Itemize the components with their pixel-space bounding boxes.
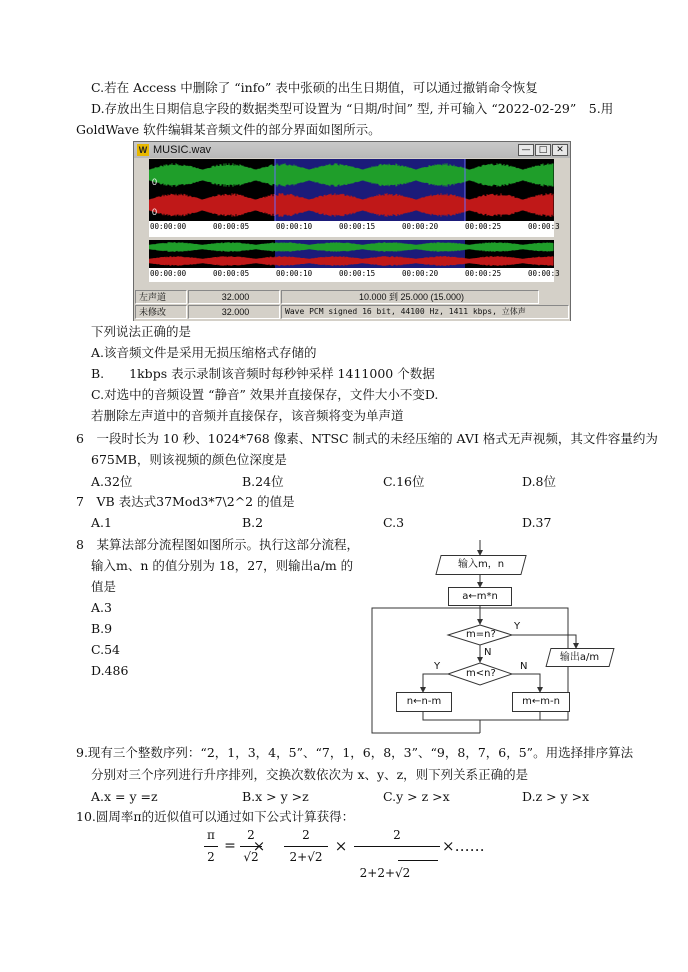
q8-option-d: D.486	[91, 663, 129, 678]
ellipsis: ×……	[442, 837, 485, 855]
q7-stem: 7 VB 表达式37Mod3*7\2^2 的值是	[76, 494, 295, 509]
ruler-tick: 00:00:10	[276, 269, 313, 278]
goldwave-window	[133, 141, 571, 321]
window-title: MUSIC.wav	[153, 144, 212, 156]
ruler-tick: 00:00:00	[150, 222, 187, 231]
q5-stem: 下列说法正确的是	[91, 324, 192, 339]
f3-inner-bar	[398, 860, 438, 861]
q8-option-c: C.54	[91, 642, 120, 657]
q5-option-a: A.该音频文件是采用无损压缩格式存储的	[91, 345, 317, 360]
lhs-bar	[204, 846, 218, 847]
flowchart	[368, 540, 616, 738]
right-zero-label: 0	[152, 207, 158, 217]
flow-cond2-no: N	[520, 661, 528, 672]
f1-denominator: √2	[243, 850, 259, 864]
f2-bar	[284, 846, 328, 847]
ruler-tick: 00:00:05	[213, 222, 250, 231]
q8-option-b: B.9	[91, 621, 113, 636]
q8-stem-1: 8 某算法部分流程图如图所示。执行这部分流程，	[76, 537, 359, 552]
q8-stem-3: 值是	[91, 579, 117, 594]
q5-option-d: 若删除左声道中的音频并直接保存，该音频将变为单声道	[91, 408, 404, 423]
waveform-main[interactable]	[149, 159, 554, 221]
window-titlebar	[134, 142, 570, 158]
ruler-tick: 00:00:15	[339, 222, 376, 231]
ruler-tick: 00:00:25	[465, 222, 502, 231]
ruler-tick: 00:00:10	[276, 222, 313, 231]
ruler-tick: 00:00:3	[528, 269, 560, 278]
q9-stem-1: 9.现有三个整数序列：“2，1，3，4，5”、“7，1，6，8，3”、“9，8，7，6，5”。用选择排序算法	[76, 745, 634, 760]
q6-option-d: D.8位	[522, 474, 557, 489]
q5-option-c: C.对选中的音频设置 “静音” 效果并直接保存，文件大小不变D.	[91, 387, 439, 402]
ruler-tick: 00:00:00	[150, 269, 187, 278]
ruler-tick: 00:00:20	[402, 269, 439, 278]
status-format: Wave PCM signed 16 bit, 44100 Hz, 1411 kbps, 立体声	[281, 305, 569, 319]
status-bar	[134, 289, 570, 321]
q9-option-d: D.z > y >x	[522, 789, 590, 804]
pi-formula	[204, 824, 504, 888]
f3-denominator: 2+2+√2	[359, 866, 411, 880]
f3-numerator: 2	[393, 828, 401, 842]
close-icon[interactable]: ✕	[552, 144, 568, 156]
flow-output-box	[545, 648, 614, 667]
equals-sign: =	[224, 838, 236, 854]
q5-intro: GoldWave 软件编辑某音频文件的部分界面如图所示。	[76, 122, 381, 137]
flow-cond1: m=n?	[466, 629, 496, 640]
flow-output-text: 输出a/m	[560, 652, 600, 663]
times-2: ×	[334, 837, 348, 855]
q8-stem-2: 输入m、n 的值分别为 18，27，则输出a/m 的	[91, 558, 354, 573]
flow-input-box	[435, 555, 526, 575]
goldwave-logo-icon: W	[138, 145, 148, 155]
q6-option-c: C.16位	[383, 474, 425, 489]
minimize-icon[interactable]: —	[518, 144, 534, 156]
f2-denominator: 2+√2	[289, 850, 323, 864]
q5-option-b: B. 1kbps 表示录制该音频时每秒钟采样 1411000 个数据	[91, 366, 435, 381]
right-channel-wave	[149, 193, 553, 217]
status-modified: 未修改	[135, 305, 187, 319]
waveform-trace	[149, 256, 553, 266]
lhs-numerator: π	[207, 828, 215, 842]
waveform-svg	[149, 159, 554, 221]
time-ruler-overview	[149, 268, 560, 282]
overview-right-wave	[149, 256, 553, 266]
overview-left-wave	[149, 242, 553, 252]
flow-cond1-yes: Y	[514, 621, 521, 632]
ruler-tick: 00:00:3	[528, 222, 560, 231]
flow-input-text: 输入m，n	[457, 559, 505, 570]
waveform-overview[interactable]	[149, 240, 554, 268]
flow-assign-box: a←m*n	[448, 587, 512, 606]
time-ruler-main	[149, 221, 560, 237]
q8-option-a: A.3	[91, 600, 112, 615]
left-channel-wave	[149, 163, 553, 187]
f2-numerator: 2	[302, 828, 310, 842]
q4-option-c: C.若在 Access 中删除了 “info” 表中张硕的出生日期值，可以通过撤销命令恢复	[91, 80, 538, 95]
f3-bar	[354, 846, 440, 847]
q7-option-c: C.3	[383, 515, 405, 530]
flow-cond1-no: N	[484, 647, 492, 658]
q6-option-b: B.24位	[242, 474, 284, 489]
q6-stem-2: 675MB，则该视频的颜色位深度是	[91, 452, 287, 467]
f1-numerator: 2	[247, 828, 255, 842]
flow-cond2-yes: Y	[434, 661, 441, 672]
ruler-tick: 00:00:15	[339, 269, 376, 278]
overview-svg	[149, 240, 554, 268]
waveform-trace	[149, 163, 553, 187]
maximize-icon[interactable]: □	[535, 144, 551, 156]
flow-right-step: m←m-n	[512, 692, 570, 712]
q9-stem-2: 分别对三个序列进行升序排列，交换次数依次为 x、y、z，则下列关系正确的是	[91, 767, 529, 782]
waveform-trace	[149, 193, 553, 217]
q9-option-a: A.x = y =z	[91, 789, 158, 804]
ruler-tick: 00:00:05	[213, 269, 250, 278]
status-length-2: 32.000	[188, 305, 280, 319]
q6-option-a: A.32位	[91, 474, 133, 489]
flow-left-step: n←n-m	[396, 692, 452, 712]
times-1: ×	[252, 837, 266, 855]
q4-option-d: D.存放出生日期信息字段的数据类型可设置为 “日期/时间” 型, 并可输入 “2022-02-29” 5.用	[91, 101, 614, 116]
q9-option-b: B.x > y >z	[242, 789, 309, 804]
lhs-denominator: 2	[207, 850, 215, 864]
ruler-tick: 00:00:25	[465, 269, 502, 278]
ruler-tick: 00:00:20	[402, 222, 439, 231]
flow-cond2: m<n?	[466, 668, 496, 679]
left-zero-label: 0	[152, 177, 158, 187]
q10-stem: 10.圆周率π的近似值可以通过如下公式计算获得：	[76, 809, 355, 824]
q6-stem-1: 6 一段时长为 10 秒、1024*768 像素、NTSC 制式的未经压缩的 AVI 格式无声视频，其文件容量约为	[76, 431, 658, 446]
q7-option-b: B.2	[242, 515, 264, 530]
status-channel: 左声道	[135, 290, 187, 304]
status-selection-range: 10.000 到 25.000 (15.000)	[281, 290, 539, 304]
status-length: 32.000	[188, 290, 280, 304]
q7-option-a: A.1	[91, 515, 112, 530]
q7-option-d: D.37	[522, 515, 552, 530]
q9-option-c: C.y > z >x	[383, 789, 450, 804]
waveform-trace	[149, 242, 553, 252]
